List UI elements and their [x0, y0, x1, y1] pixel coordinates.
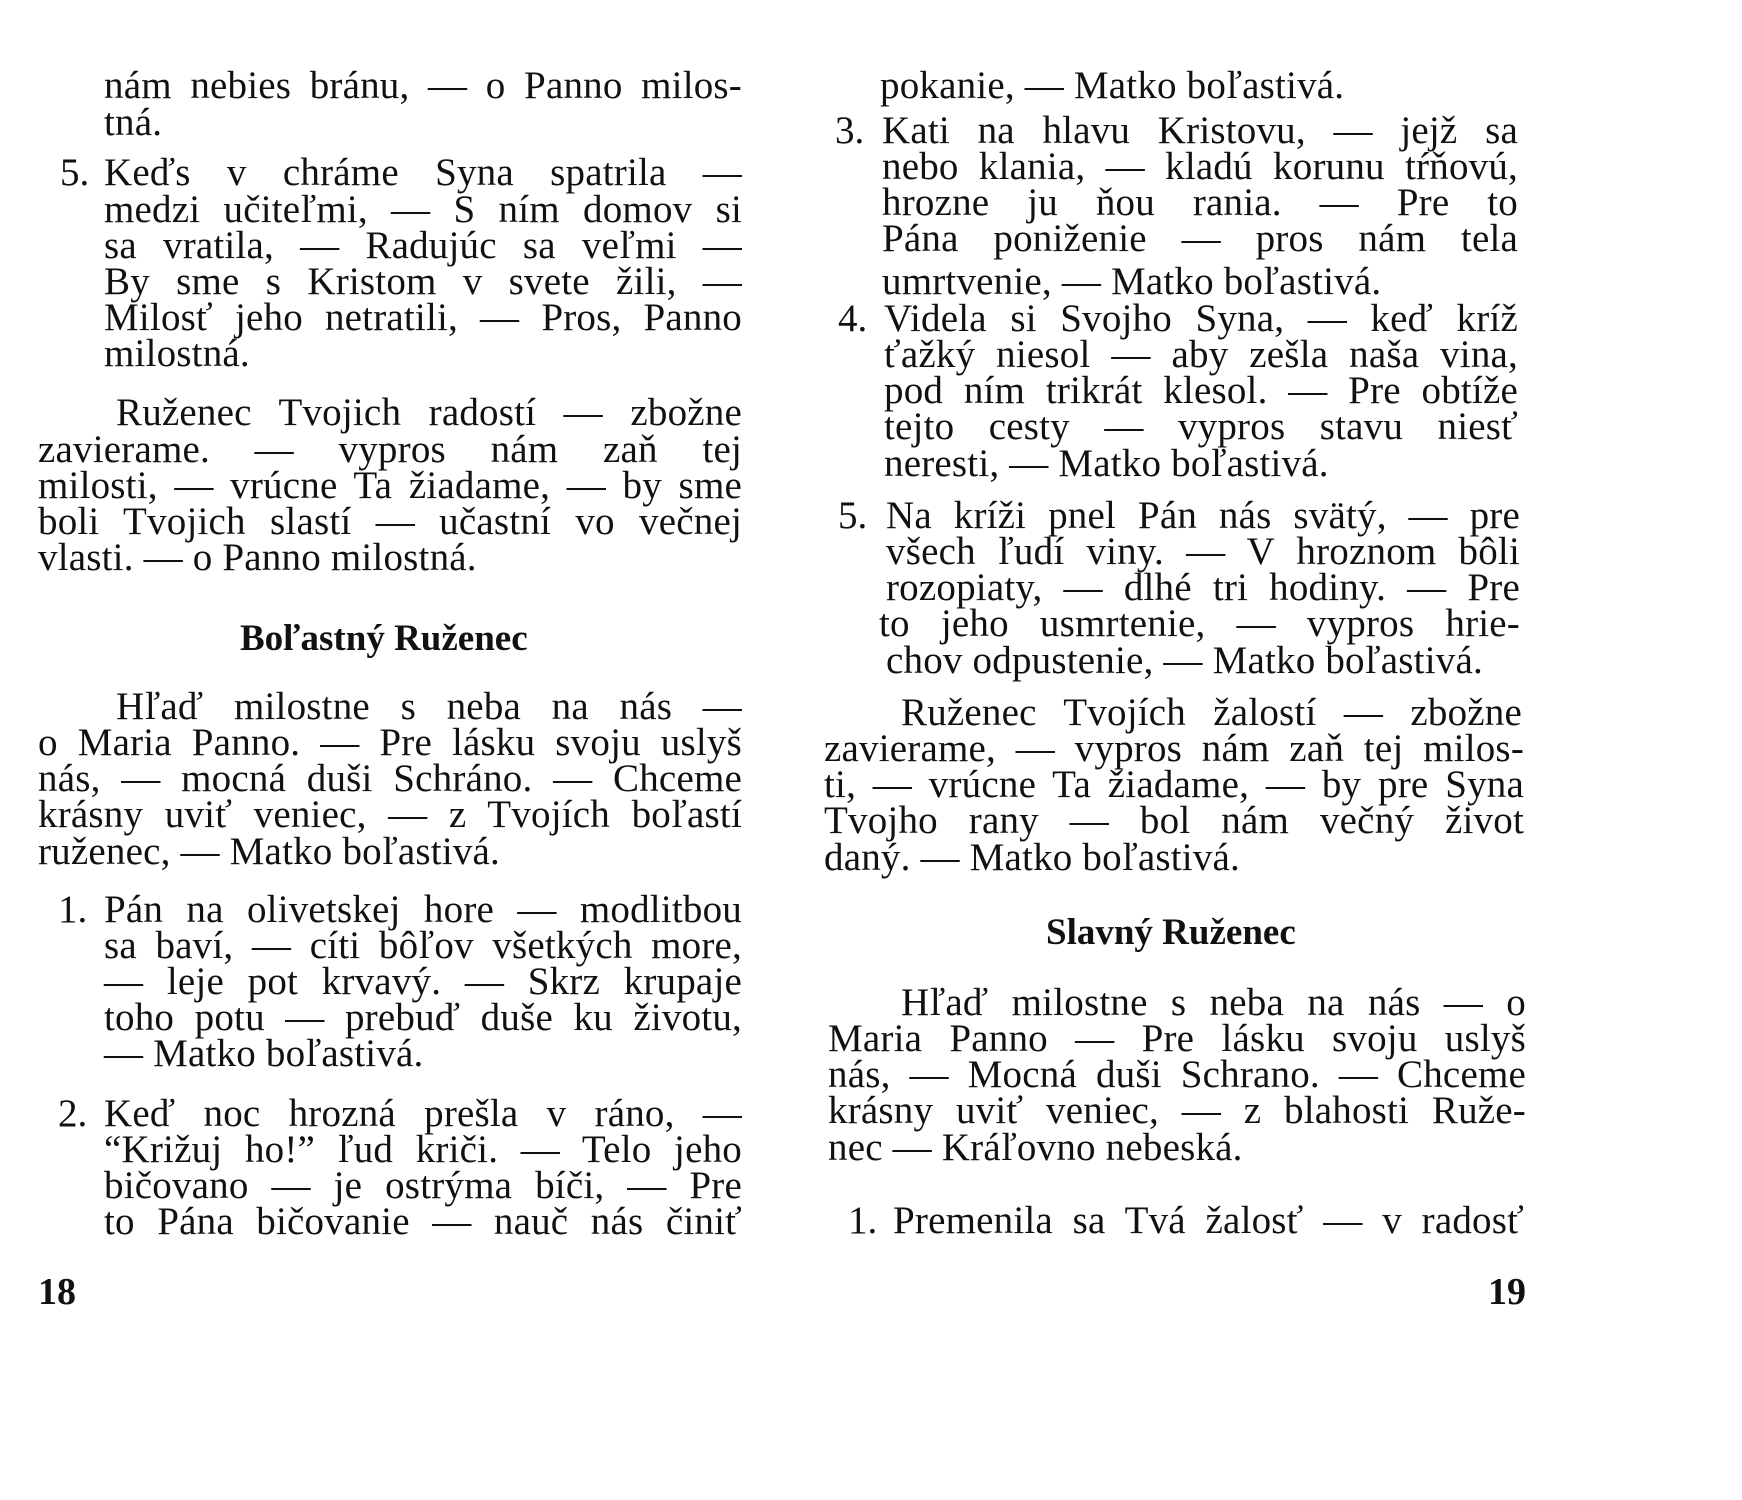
text-line: nám nebies bránu, — o Panno milos-: [104, 64, 742, 107]
section-heading: Slavný Ruženec: [1046, 912, 1296, 953]
text-line: Pána poniženie — pros nám tela: [882, 217, 1518, 260]
text-line: Na kríži pnel Pán nás svätý, — pre: [886, 494, 1520, 537]
text-line: Videla si Svojho Syna, — keď kríž: [884, 297, 1518, 340]
item-number: 5.: [60, 151, 90, 194]
text-line: Hľaď milostne s neba na nás — o: [901, 981, 1526, 1024]
text-line: — leje pot krvavý. — Skrz krupaje: [104, 960, 742, 1003]
text-line: ťažký niesol — aby zešla naša vina,: [884, 333, 1518, 376]
right-page: [824, 0, 1742, 1500]
text-line: neresti, — Matko boľastivá.: [884, 442, 1329, 485]
text-line: hrozne ju ňou rania. — Pre to: [882, 181, 1518, 224]
text-line: ruženec, — Matko boľastivá.: [38, 830, 501, 873]
page-number: 18: [38, 1271, 76, 1313]
item-number: 5.: [838, 494, 868, 537]
text-line: Premenila sa Tvá žalosť — v radosť: [893, 1199, 1524, 1242]
text-line: Milosť jeho netratili, — Pros, Panno: [104, 296, 742, 339]
text-line: všech ľudí viny. — V hroznom bôli: [886, 530, 1520, 573]
text-line: krásny uviť veniec, — z blahosti Ruže-: [828, 1089, 1526, 1132]
text-line: milosti, — vrúcne Ta žiadame, — by sme: [38, 464, 742, 507]
item-number: 1.: [848, 1199, 878, 1242]
text-line: Hľaď milostne s neba na nás —: [116, 685, 742, 728]
text-line: krásny uviť veniec, — z Tvojích boľastí: [38, 793, 742, 836]
text-line: pokanie, — Matko boľastivá.: [880, 64, 1345, 107]
text-line: Ruženec Tvojích žalostí — zbožne: [901, 691, 1522, 734]
item-number: 3.: [835, 109, 865, 152]
text-line: vlasti. — o Panno milostná.: [38, 536, 477, 579]
text-line: zavierame. — vypros nám zaň tej: [38, 428, 742, 471]
text-line: Kati na hlavu Kristovu, — jejž sa: [882, 109, 1518, 152]
text-line: Pán na olivetskej hore — modlitbou: [104, 888, 742, 931]
text-line: toho potu — prebuď duše ku životu,: [104, 996, 742, 1039]
text-line: bičovano — je ostrýma bíči, — Pre: [104, 1164, 742, 1207]
text-line: Ruženec Tvojich radostí — zbožne: [116, 391, 742, 434]
text-line: — Matko boľastivá.: [104, 1032, 424, 1075]
item-number: 1.: [58, 888, 88, 931]
text-line: Tvojho rany — bol nám večný život: [824, 799, 1524, 842]
text-line: Maria Panno — Pre lásku svoju uslyš: [828, 1017, 1526, 1060]
text-line: tná.: [104, 101, 163, 144]
text-line: to Pána bičovanie — nauč nás činiť: [104, 1200, 742, 1243]
item-number: 4.: [838, 297, 868, 340]
text-line: nás, — Mocná duši Schrano. — Chceme: [828, 1053, 1526, 1096]
text-line: “Križuj ho!” ľud kriči. — Telo jeho: [104, 1128, 742, 1171]
page-number: 19: [1488, 1271, 1526, 1313]
text-line: Keď noc hrozná prešla v ráno, —: [104, 1092, 742, 1135]
text-line: nebo klania, — kladú korunu tŕňovú,: [882, 145, 1518, 188]
section-heading: Boľastný Ruženec: [240, 618, 528, 659]
text-line: nás, — mocná duši Schráno. — Chceme: [38, 757, 742, 800]
text-line: ti, — vrúcne Ta žiadame, — by pre Syna: [824, 763, 1524, 806]
text-line: milostná.: [104, 332, 250, 375]
text-line: umrtvenie, — Matko boľastivá.: [882, 260, 1382, 303]
text-line: o Maria Panno. — Pre lásku svoju uslyš: [38, 721, 742, 764]
text-line: sa baví, — cíti bôľov všetkých more,: [104, 924, 742, 967]
text-line: tejto cesty — vypros stavu niesť: [884, 405, 1518, 448]
text-line: rozopiaty, — dlhé tri hodiny. — Pre: [886, 566, 1520, 609]
item-number: 2.: [58, 1092, 88, 1135]
text-line: sa vratila, — Radujúc sa veľmi —: [104, 224, 742, 267]
text-line: chov odpustenie, — Matko boľastivá.: [886, 639, 1483, 682]
text-line: daný. — Matko boľastivá.: [824, 836, 1240, 879]
text-line: zavierame, — vypros nám zaň tej milos-: [824, 727, 1524, 770]
text-line: boli Tvojich slastí — učastní vo večnej: [38, 500, 742, 543]
text-line: nec — Kráľovno nebeská.: [828, 1126, 1243, 1169]
text-line: pod ním trikrát klesol. — Pre obtíže: [884, 369, 1518, 412]
text-line: medzi učiteľmi, — S ním domov si: [104, 188, 742, 231]
text-line: to jeho usmrtenie, — vypros hrie-: [879, 602, 1520, 645]
text-line: Keďs v chráme Syna spatrila —: [104, 151, 742, 194]
text-line: By sme s Kristom v svete žili, —: [104, 260, 742, 303]
